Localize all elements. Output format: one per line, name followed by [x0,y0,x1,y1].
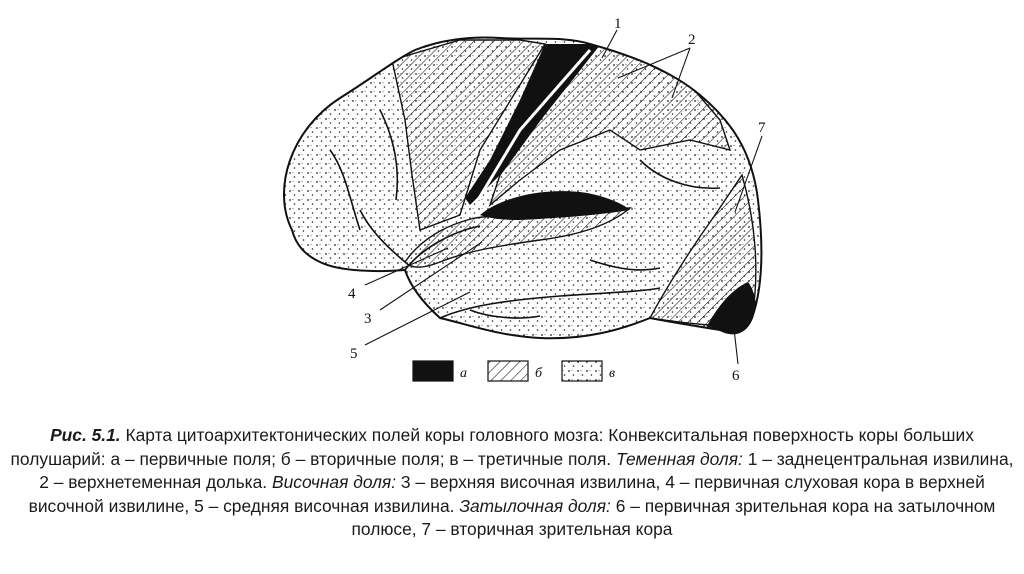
label-2: 2 [688,32,696,48]
legend-label-b: б [535,366,543,381]
legend [413,361,615,381]
label-3: 3 [364,311,372,327]
label-4: 4 [348,286,356,302]
caption-figure-number: Рис. 5.1. [50,425,121,445]
legend-swatch-hatched [488,361,528,381]
caption-occipital-title: Затылочная доля: [459,495,611,516]
label-6: 6 [732,368,740,384]
caption-parietal-title: Теменная доля: [615,448,743,469]
figure-caption [8,424,1016,542]
label-7: 7 [758,120,766,136]
caption-occipital-text: 6 – первичная зрительная кора на затылочном полюсе, 7 – вторичная зрительная кора [351,495,996,539]
caption-temporal-text: 3 – верхняя височная извилина, 4 – первичная слуховая кора в верхней височной извилине, 5 – средняя височная извилина. [28,472,985,516]
caption-intro: Карта цитоархитектонических полей коры головного мозга: Конвекситальная поверхность коры больших полушарий: а – первичные поля; б – вторичные поля; в – третичные поля. [10,425,974,469]
legend-swatch-dotted [562,361,602,381]
label-1: 1 [614,16,622,32]
caption-parietal-text: 1 – заднецентральная извилина, 2 – верхнетеменная долька. [39,448,1014,492]
legend-swatch-solid [413,361,453,381]
caption-temporal-title: Височная доля: [271,472,397,492]
legend-label-a: а [460,366,467,381]
legend-label-v: в [609,366,616,381]
label-5: 5 [350,346,358,362]
